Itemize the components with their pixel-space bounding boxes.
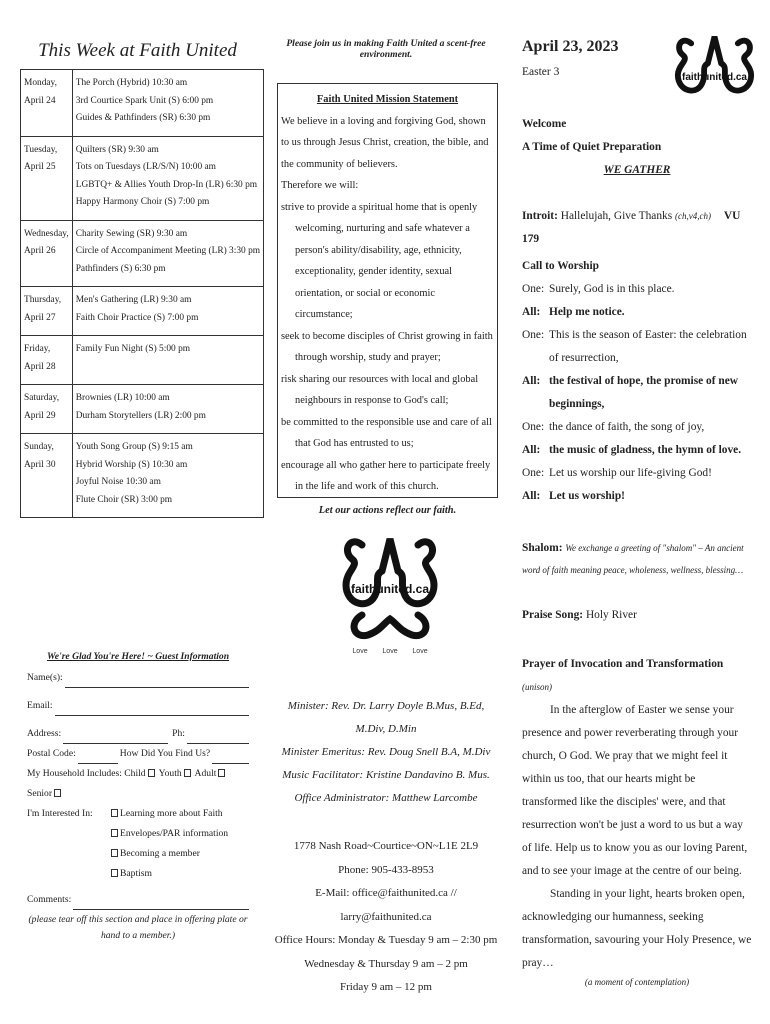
youth-checkbox[interactable] [184,769,191,777]
mission-point: be committed to the responsible use and care of all that God has entrusted to us; [281,416,492,449]
prayer-title: Prayer of Invocation and Transformation [522,658,724,670]
schedule-day: Wednesday, April 26 [21,220,73,287]
prayer-end-note: (a moment of contemplation) [584,977,690,987]
mission-title: Faith United Mission Statement [316,94,459,105]
hymn-number: VU 179 [522,210,741,245]
faithunited-logo [672,30,757,105]
staff-list [274,695,498,810]
office-hours: Friday 9 am – 12 pm [340,981,432,993]
schedule-events [72,287,263,336]
schedule-event: Tots on Tuesdays (LR/S/N) 10:00 am [75,162,216,172]
shalom: Shalom: We exchange a greeting of "shalom" – An ancient word of faith meaning peace, wholeness, wellness, blessing… [522,542,744,575]
schedule-event: Youth Song Group (S) 9:15 am [75,442,193,452]
schedule-event: Brownies (LR) 10:00 am [75,393,170,403]
response-text: the music of gladness, the hymn of love. [549,444,742,456]
schedule-row [21,287,264,336]
call-response-line [522,462,752,485]
introit: Introit: Hallelujah, Give Thanks (ch,v4,ch) VU 179 [522,210,741,245]
call-response-line [522,278,752,301]
schedule-event: Charity Sewing (SR) 9:30 am [75,228,188,239]
staff-minister: Minister: Rev. Dr. Larry Doyle B.Mus, B.Ed, M.Div, D.Min [287,700,485,735]
speaker: One: [522,467,545,479]
schedule-row [21,336,264,385]
scent-free-note: Please join us in making Faith United a scent-free environment. [286,38,486,60]
shalom-text: We exchange a greeting of "shalom" – An ancient word of faith meaning peace, wholeness, wellness, blessing… [522,543,744,575]
interest-item[interactable]: Becoming a member [109,844,228,864]
staff-music: Music Facilitator: Kristine Dandavino B. Mus. [282,769,490,781]
mission-point: seek to become disciples of Christ growing in faith through worship, study and prayer; [281,330,493,363]
mission-intro: We believe in a loving and forgiving God, shown to us through Jesus Christ, creation, the bible, and the community of believers. [281,115,489,170]
schedule-table [20,69,264,518]
call-response-line [522,324,752,370]
interest-item[interactable]: Learning more about Faith [109,804,228,824]
speaker: All: [522,375,541,387]
prayer-of-invocation: Prayer of Invocation and Transformation (unison) In the afterglow of Easter we sense your presence and power reverberating through your church, O God. We pray that we might feel it within us too, that our hearts might be transformed like the disciples' were, and that resurrection won't be just a word to us but a way of life. Help us to know you as our loving Parent, and to see your image at the centre of our being. Standing in your light, hearts broken open, acknowledging our humanness, seeking transformation, savouring your Holy Presence, we pray… (a moment of contemplation) [522,658,752,987]
mission-point: risk sharing our resources with local and global neighbours in response to God's call; [281,373,479,406]
speaker: All: [522,444,541,456]
email-field[interactable]: Email: [27,696,249,716]
schedule-row [21,70,264,137]
liturgical-season: Easter 3 [522,66,560,78]
mission-point: encourage all who gather here to participate freely in the life and work of this church. [281,459,491,492]
introit-title: Hallelujah, Give Thanks [560,210,673,222]
interests-list: I'm Interested In: Learning more about Faith Envelopes/PAR information Becoming a member Baptism [27,804,249,884]
response-text: Surely, God is in this place. [549,283,675,295]
schedule-event: Men's Gathering (LR) 9:30 am [75,295,192,305]
schedule-event: LGBTQ+ & Allies Youth Drop-In (LR) 6:30 pm [75,179,258,190]
mission-will: Therefore we will: [281,180,359,191]
schedule-event: Pathfinders (S) 6:30 pm [75,263,166,274]
interest-checkbox[interactable] [111,849,118,857]
call-response-line [522,439,752,462]
schedule-events [72,220,263,287]
schedule-day: Tuesday, April 25 [21,136,73,220]
response-text: the festival of hope, the promise of new beginnings, [549,375,738,410]
schedule-day: Sunday, April 30 [21,434,73,518]
schedule-day: Monday, April 24 [21,70,73,137]
schedule-row [21,385,264,434]
schedule-event: Faith Choir Practice (S) 7:00 pm [75,312,199,323]
schedule-event: The Porch (Hybrid) 10:30 am [75,78,188,88]
prayer-paragraph: In the afterglow of Easter we sense your presence and power reverberating through your church, O God. We pray that we might feel it within us too, that our hearts might be transformed like the disciples' were, and that resurrection won't be just a word to us but a way of life. Help us to know you as our loving Parent, and to see your image at the centre of our being. [522,704,748,877]
schedule-events [72,336,263,385]
schedule-row [21,136,264,220]
schedule-events [72,385,263,434]
service-date: April 23, 2023 [522,38,619,55]
speaker: One: [522,421,545,433]
mission-statement [277,83,498,516]
speaker: All: [522,490,541,502]
week-title: This Week at Faith United [38,40,237,61]
call-response-line [522,485,752,508]
opening [522,113,752,182]
call-response-line [522,370,752,416]
address: 1778 Nash Road~Courtice~ON~L1E 2L9 [293,840,479,852]
child-checkbox[interactable] [148,769,155,777]
logo-text: faithunited.ca [350,582,430,596]
household-line: My Household Includes: Child Youth Adult Senior [27,764,249,804]
schedule-event: Durham Storytellers (LR) 2:00 pm [75,410,206,421]
staff-emeritus: Minister Emeritus: Rev. Doug Snell B.A, M.Div [281,746,491,758]
welcome-heading: Welcome [522,118,567,130]
call-to-worship [522,255,752,508]
schedule-event: Guides & Pathfinders (SR) 6:30 pm [75,113,211,123]
schedule-events [72,434,263,518]
comments-field[interactable]: Comments: [27,890,249,910]
call-response-line [522,416,752,439]
mission-closing: Let our actions reflect our faith. [318,504,457,516]
mission-point: strive to provide a spiritual home that is openly welcoming, nurturing and safe whatever a person's ability/disability, age, ethnicity, exceptionality, gender identity, sexual orientation, or social or economic circumstance; [281,201,478,320]
schedule-events [72,136,263,220]
praise-song: Praise Song: Holy River [522,609,637,621]
speaker: One: [522,329,545,341]
email: E-Mail: office@faithunited.ca // larry@faithunited.ca [315,887,457,923]
logo-text: faithunited.ca [681,72,748,83]
interest-checkbox[interactable] [111,809,118,817]
faithunited-logo [340,527,440,657]
response-text: Let us worship! [549,490,625,502]
schedule-event: Hybrid Worship (S) 10:30 am [75,459,188,470]
office-hours: Wednesday & Thursday 9 am – 2 pm [304,957,468,970]
we-gather-heading: WE GATHER [603,164,671,176]
contact-info [274,835,498,1000]
call-response-line [522,301,752,324]
guest-form-title: We're Glad You're Here! ~ Guest Information [46,651,230,662]
schedule-event: 3rd Courtice Spark Unit (S) 6:00 pm [75,95,214,106]
svg-text:Love: Love [412,648,428,655]
prayer-paragraph: Standing in your light, hearts broken open, acknowledging our humanness, seeking transformation, savouring your Holy Presence, we pray… [522,888,752,969]
phone: Phone: 905-433-8953 [338,863,434,876]
schedule-events [72,70,263,137]
address-field[interactable]: Address: Ph: [27,724,249,744]
tear-off-note: (please tear off this section and place in offering plate or hand to a member.) [28,914,248,941]
speaker: All: [522,306,541,318]
adult-checkbox[interactable] [218,769,225,777]
response-text: This is the season of Easter: the celebration of resurrection, [549,329,747,364]
schedule-event: Flute Choir (SR) 3:00 pm [75,494,173,505]
call-title: Call to Worship [522,260,600,272]
response-text: Let us worship our life-giving God! [549,467,712,479]
speaker: One: [522,283,545,295]
interest-checkbox[interactable] [111,869,118,877]
schedule-row [21,220,264,287]
schedule-event: Circle of Accompaniment Meeting (LR) 3:30 pm [75,246,261,256]
response-text: Help me notice. [549,306,625,318]
quiet-heading: A Time of Quiet Preparation [522,141,662,153]
interest-item[interactable]: Envelopes/PAR information [109,824,228,844]
interest-item[interactable]: Baptism [109,864,228,884]
schedule-event: Happy Harmony Choir (S) 7:00 pm [75,197,210,207]
schedule-day: Saturday, April 29 [21,385,73,434]
staff-office: Office Administrator: Matthew Larcombe [294,792,478,804]
schedule-event: Joyful Noise 10:30 am [75,477,161,487]
interest-checkbox[interactable] [111,829,118,837]
schedule-day: Friday, April 28 [21,336,73,385]
schedule-event: Family Fun Night (S) 5:00 pm [75,344,191,354]
svg-text:Love: Love [352,648,368,655]
senior-checkbox[interactable] [54,789,61,797]
schedule-day: Thursday, April 27 [21,287,73,336]
praise-title: Holy River [585,609,637,621]
schedule-event: Quilters (SR) 9:30 am [75,144,159,155]
guest-info-form [27,650,249,944]
response-text: the dance of faith, the song of joy, [549,421,705,433]
name-field[interactable]: Name(s): [27,668,249,688]
svg-text:Love: Love [382,648,398,655]
postal-code-field[interactable]: Postal Code: How Did You Find Us? [27,744,249,764]
office-hours: Office Hours: Monday & Tuesday 9 am – 2:30 pm [274,934,498,946]
schedule-row [21,434,264,518]
